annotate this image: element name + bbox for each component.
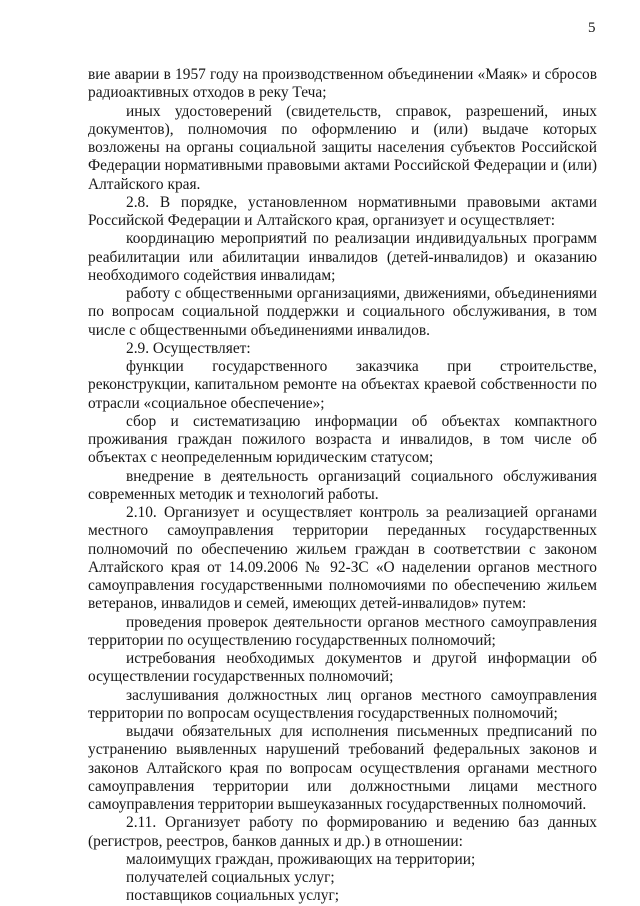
paragraph-1: вие аварии в 1957 году на производственном объединении «Маяк» и сбросов радиоактивных отходов в реку Теча; [88, 66, 597, 102]
paragraph-2: иных удостоверений (свидетельств, справок, разрешений, иных документов), полномочия по оформлению и (или) выдаче которых возложены на органы социальной защиты населения субъектов Российской Федерации нормативными правовыми актами Российской Федерации и (или) Алтайского края. [88, 102, 597, 193]
paragraph-8: сбор и систематизацию информации об объектах компактного проживания граждан пожилого возраста и инвалидов, в том числе об объектах с неопределенным юридическим статусом; [88, 412, 597, 467]
paragraph-18: поставщиков социальных услуг; [126, 887, 340, 905]
paragraph-10: 2.10. Организует и осуществляет контроль за реализацией органами местного самоуправления территории переданных государственных полномочий по обеспечению жильем граждан в соответствии с законом Алтайского края от 14.09.2006 № 92-ЗС «О наделении органов местного самоуправления государственными полномочиями по обеспечению жильем ветеранов, инвалидов и семей, имеющих детей-инвалидов» путем: [88, 504, 597, 613]
paragraph-12: истребования необходимых документов и другой информации об осуществлении государственных полномочий; [88, 650, 597, 686]
paragraph-17: получателей социальных услуг; [126, 869, 335, 886]
paragraph-5: работу с общественными организациями, движениями, объединениями по вопросам социальной поддержки и социального обслуживания, в том числе с общественными объединениями инвалидов. [88, 285, 597, 339]
paragraph-6: 2.9. Осуществляет: [126, 339, 251, 357]
paragraph-11: проведения проверок деятельности органов местного самоуправления территории по осуществлению государственных полномочий; [88, 613, 597, 649]
paragraph-4: координацию мероприятий по реализации индивидуальных программ реабилитации или абилитации инвалидов (детей-инвалидов) и оказанию необходимого содействия инвалидам; [88, 230, 597, 284]
paragraph-13: заслушивания должностных лиц органов местного самоуправления территории по вопросам осуществления государственных полномочий; [88, 686, 597, 722]
paragraph-16: малоимущих граждан, проживающих на территории; [126, 850, 476, 868]
document-body [88, 66, 597, 906]
paragraph-7: функции государственного заказчика при строительстве, реконструкции, капитальном ремонте на объектах краевой собственности по отрасли «социальное обеспечение»; [88, 358, 597, 412]
paragraph-15: 2.11. Организует работу по формированию и ведению баз данных (регистров, реестров, банков данных и др.) в отношении: [88, 814, 597, 850]
paragraph-3: 2.8. В порядке, установленном нормативными правовыми актами Российской Федерации и Алтайского края, организует и осуществляет: [88, 193, 597, 229]
paragraph-9: внедрение в деятельность организаций социального обслуживания современных методик и технологий работы. [88, 467, 597, 503]
page-number: 5 [588, 20, 596, 36]
paragraph-14: выдачи обязательных для исполнения письменных предписаний по устранению выявленных нарушений требований федеральных законов и законов Алтайского края по вопросам осуществления органами местного самоуправления территории или должностными лицами местного самоуправления территории вышеуказанных государственных полномочий. [88, 723, 597, 813]
